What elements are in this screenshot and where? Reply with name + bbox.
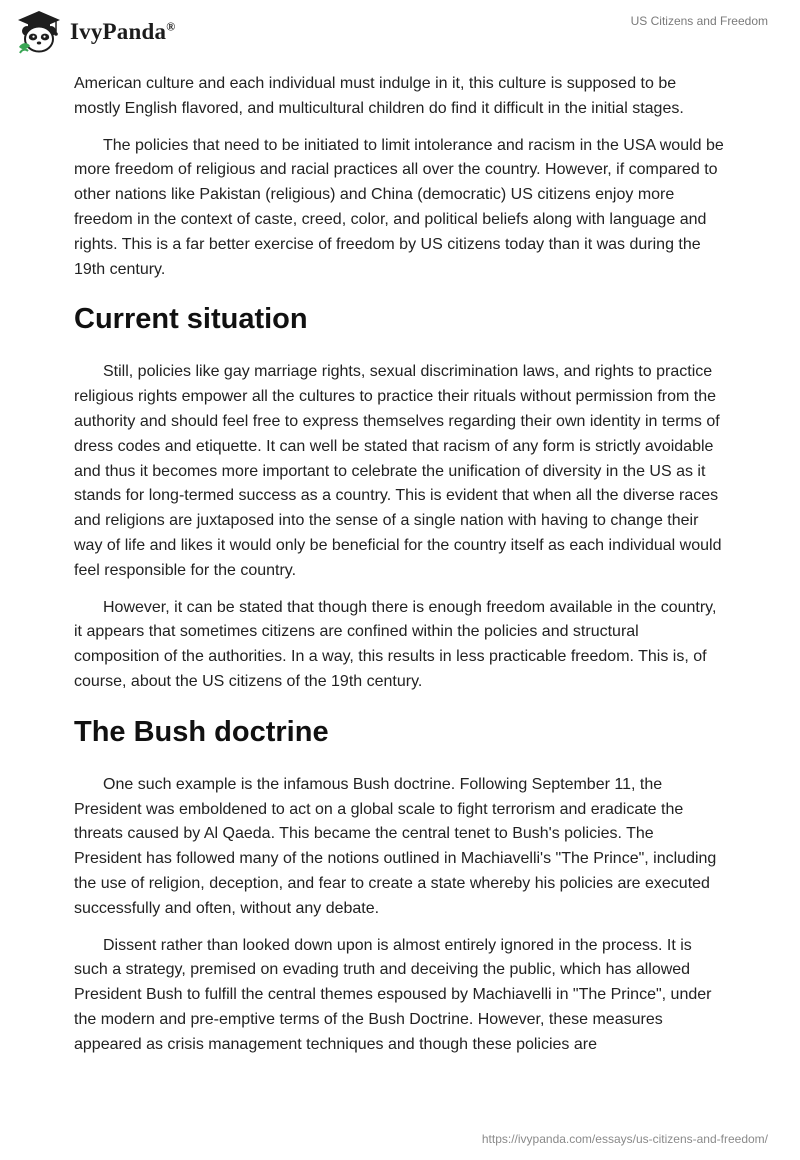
essay-body xyxy=(74,72,724,1070)
paragraph-4: However, it can be stated that though there is enough freedom available in the country, it appears that sometimes citizens are confined within the policies and structural composition of the authorities. In a way, this results in less practicable freedom. This is, of course, about the US citizens of the 19th century. xyxy=(74,598,717,690)
page-header xyxy=(0,0,800,66)
paragraph-6: Dissent rather than looked down upon is almost entirely ignored in the process. It is such a strategy, premised on evading truth and deceiving the public, which has allowed President Bush to fulfill the central themes espoused by Machiavelli in "The Prince", under the modern and pre-emptive terms of the Bush Doctrine. However, these measures appeared as crisis management techniques and though these policies are xyxy=(74,936,712,1053)
heading-current-situation: Current situation xyxy=(74,303,308,336)
heading-bush-doctrine: The Bush doctrine xyxy=(74,715,329,748)
source-url-link[interactable]: https://ivypanda.com/essays/us-citizens-and-freedom/ xyxy=(481,1132,768,1146)
paragraph-5: One such example is the infamous Bush doctrine. Following September 11, the President was emboldened to act on a global scale to fight terrorism and eradicate the threats caused by Al Qaeda. This became the central tenet to Bush's policies. The President has followed many of the notions outlined in Machiavelli's "The Prince", including the use of religion, deception, and fear to create a state whereby his policies are executed successfully and often, without any debate. xyxy=(74,775,717,917)
paragraph-3: Still, policies like gay marriage rights, sexual discrimination laws, and rights to practice religious rights empower all the cultures to practice their rituals without permission from the authority and should feel free to express themselves regarding their own identity in terms of dress codes and etiquette. It can well be stated that racism of any form is strictly avoidable and thus it becomes more important to celebrate the unification of diversity in the US as it stands for long-termed success as a country. This is evident that when all the diverse races and religions are juxtaposed into the sense of a single nation with having to change their way of life and likes it would only be beneficial for the country itself as each individual would feel responsible for the country. xyxy=(74,363,722,579)
paragraph-1: American culture and each individual must indulge in it, this culture is supposed to be mostly English flavored, and multicultural children do find it difficult in the initial stages. xyxy=(74,75,684,117)
document-title: US Citizens and Freedom xyxy=(630,14,768,28)
paragraph-2: The policies that need to be initiated to limit intolerance and racism in the USA would be more freedom of religious and racial practices all over the country. However, if compared to other nations like Pakistan (religious) and China (democratic) US citizens enjoy more freedom in the context of caste, creed, color, and political beliefs along with language and rights. This is a far better exercise of freedom by US citizens today than it was during the 19th century. xyxy=(74,136,724,278)
brand-name: IvyPanda® xyxy=(70,19,176,44)
ivypanda-logo[interactable] xyxy=(16,9,175,55)
registered-mark: ® xyxy=(166,19,176,34)
panda-graduation-cap-icon xyxy=(16,9,62,55)
